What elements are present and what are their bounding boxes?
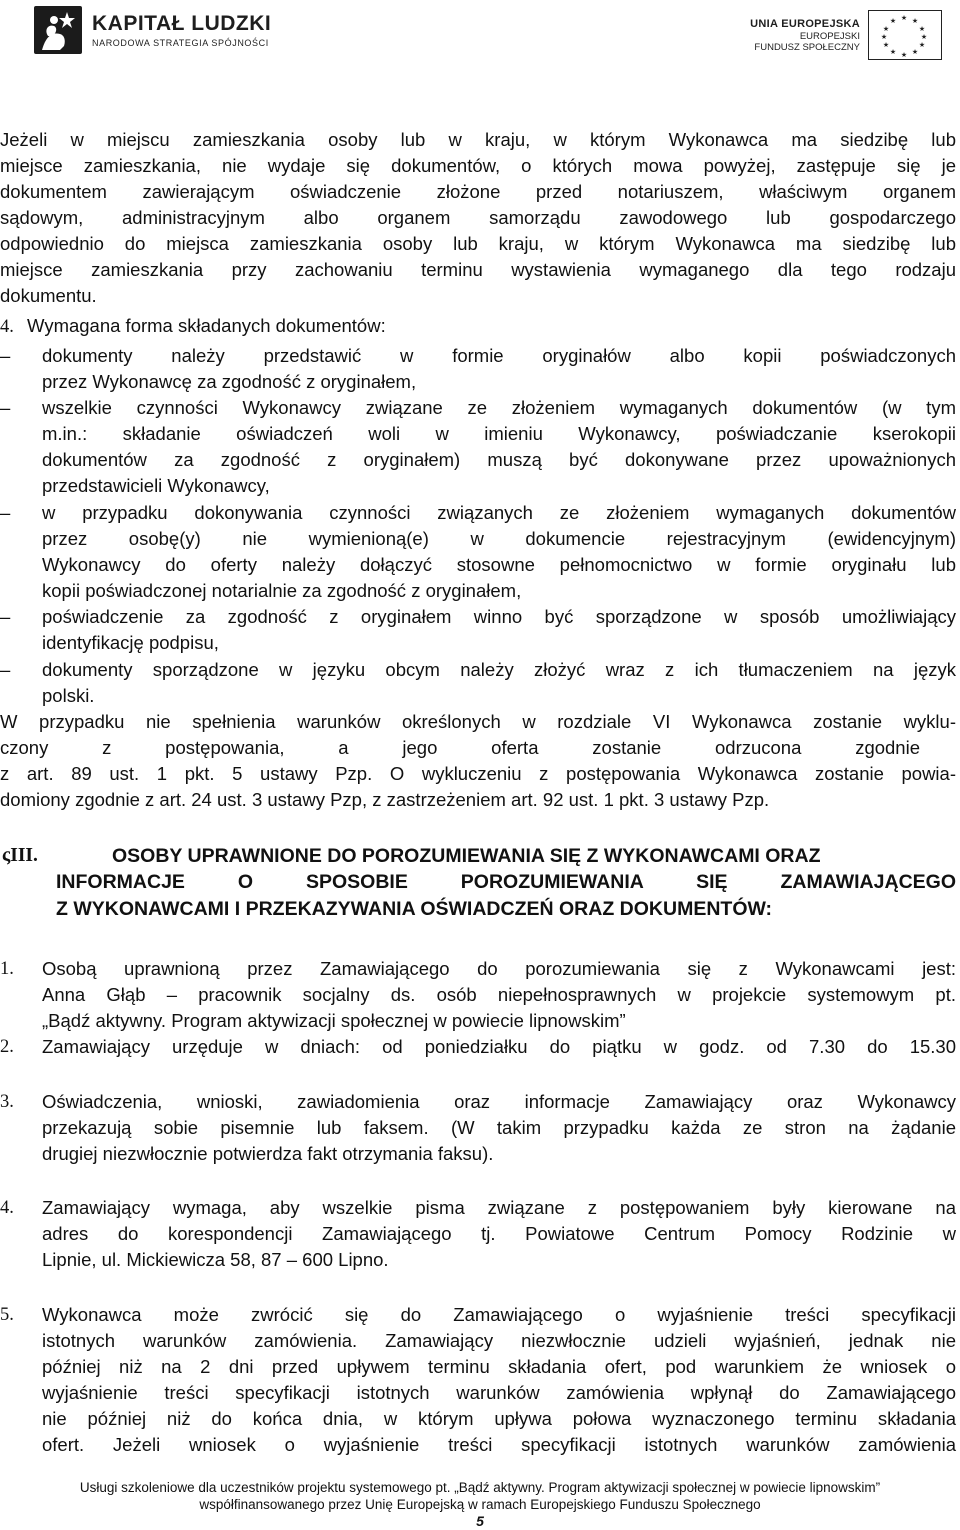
svg-text:★: ★	[882, 25, 890, 33]
numbered-item-line: Lipnie, ul. Mickiewicza 58, 87 – 600 Lipno.	[42, 1249, 389, 1270]
bullet-line: Wykonawcy do oferty należy dołączyć stosowne pełnomocnictwo w formie oryginału lub	[42, 554, 956, 575]
intro-line: Jeżeli w miejscu zamieszkania osoby lub w kraju, w którym Wykonawca ma siedzibę lub	[0, 129, 956, 150]
bullet-line: przez Wykonawcę za zgodność z oryginałem,	[42, 371, 417, 392]
numbered-item-line: Anna Głąb – pracownik socjalny ds. osób niepełnosprawnych w projekcie systemowym pt.	[42, 984, 956, 1005]
svg-text:★: ★	[918, 41, 926, 49]
bullet-line: kopii poświadczonej notarialnie za zgodność z oryginałem,	[42, 580, 522, 601]
bullet-dash: –	[0, 659, 11, 680]
bullet-dash: –	[0, 606, 11, 627]
bullet-line: przez osobę(y) nie wymienioną(e) w dokumencie rejestracyjnym (ewidencyjnym)	[42, 528, 956, 549]
numbered-item-line: Zamawiający wymaga, aby wszelkie pisma związane z postępowaniem były kierowane na	[42, 1197, 956, 1218]
exclusion-line: domiony zgodnie z art. 24 ust. 3 ustawy Pzp, z zastrzeżeniem art. 92 ust. 1 pkt. 3 ustawy Pzp.	[0, 789, 770, 810]
eu-logo-line1: UNIA EUROPEJSKA	[750, 17, 860, 30]
eu-flag-icon	[868, 10, 942, 60]
page-number: 5	[476, 1513, 484, 1529]
bullet-line: poświadczenie za zgodność z oryginałem winno być sporządzone w sposób umożliwiający	[42, 606, 956, 627]
numbered-item-line: „Bądź aktywny. Program aktywizacji społecznej w powiecie lipnowskim”	[42, 1010, 626, 1031]
svg-text:★: ★	[882, 41, 890, 49]
eu-logo	[750, 10, 942, 60]
numbered-item-line: wyjaśnienie treści specyfikacji istotnych warunków zamówienia wpłynął do Zamawiającego	[42, 1382, 956, 1403]
intro-line: miejsce zamieszkania, nie wydaje się dokumentów, o których mowa powyżej, zastępuje się je	[0, 155, 956, 176]
svg-text:★: ★	[911, 17, 919, 25]
bullet-line: wszelkie czynności Wykonawcy związane ze złożeniem wymaganych dokumentów (w tym	[42, 397, 956, 418]
svg-text:★: ★	[900, 14, 908, 22]
bullet-dash: –	[0, 502, 11, 523]
numbered-item-line: nie później niż do końca dnia, w którym upływa połowa wyznaczonego terminu składania	[42, 1408, 956, 1429]
intro-line: sądowym, administracyjnym albo organem samorządu zawodowego lub gospodarczego	[0, 207, 956, 228]
item4-heading-row	[0, 313, 956, 340]
eu-logo-line3: FUNDUSZ SPOŁECZNY	[754, 41, 860, 53]
numbered-item-line: Oświadczenia, wnioski, zawiadomienia oraz informacje Zamawiający oraz Wykonawcy	[42, 1091, 956, 1112]
svg-text:★: ★	[918, 25, 926, 33]
bullet-line: w przypadku dokonywania czynności związanych ze złożeniem wymaganych dokumentów	[42, 502, 956, 523]
exclusion-line: czony z postępowania, a jego oferta zostanie odrzucona zgodnie	[0, 737, 920, 758]
numbered-item-line: drugiej niezwłocznie potwierdza fakt otrzymania faksu).	[42, 1143, 494, 1164]
item4-heading: Wymagana forma składanych dokumentów:	[27, 315, 386, 336]
numbered-item-number: 3.	[0, 1092, 14, 1112]
footer-line1: Usługi szkoleniowe dla uczestników projektu systemowego pt. „Bądź aktywny. Program aktywizacji społecznej w powiecie lipnowskim”	[79, 1480, 881, 1495]
intro-line: dokumentu.	[0, 285, 97, 306]
bullet-line: dokumenty sporządzone w języku obcym należy złożyć wraz z ich tłumaczeniem na język	[42, 659, 956, 680]
svg-text:★: ★	[900, 51, 908, 58]
section-title-line: Z WYKONAWCAMI I PRZEKAZYWANIA OŚWIADCZEŃ ORAZ DOKUMENTÓW:	[56, 898, 773, 920]
numbered-item-line: istotnych warunków zamówienia. Zamawiający niezwłocznie udzieli wyjaśnień, jednak nie	[42, 1330, 956, 1351]
intro-line: odpowiednio do miejsca zamieszkania osoby lub kraju, w którym Wykonawca ma siedzibę lub	[0, 233, 956, 254]
page-header	[0, 0, 960, 66]
svg-text:★: ★	[920, 33, 928, 41]
numbered-item-line: Wykonawca może zwrócić się do Zamawiającego o wyjaśnienie treści specyfikacji	[42, 1304, 956, 1325]
section-mark: ςIII.	[2, 845, 38, 866]
numbered-item-number: 5.	[0, 1305, 14, 1325]
intro-line: dokumentem zawierającym oświadczenie złożone przed notariuszem, właściwym organem	[0, 181, 956, 202]
item4-number: 4.	[0, 317, 14, 337]
svg-text:★: ★	[880, 33, 888, 41]
svg-text:★: ★	[911, 48, 919, 56]
numbered-item-line: Osobą uprawnioną przez Zamawiającego do porozumiewania się z Wykonawcami jest:	[42, 958, 956, 979]
exclusion-line: z art. 89 ust. 1 pkt. 5 ustawy Pzp. O wykluczeniu z postępowania Wykonawca zostanie powia-	[0, 763, 956, 784]
svg-text:★: ★	[889, 17, 897, 25]
bullet-line: polski.	[42, 685, 95, 706]
eu-logo-line2: EUROPEJSKI	[799, 30, 860, 42]
bullet-line: dokumentów za zgodność z oryginałem) muszą być dokonywane przez upoważnionych	[42, 449, 956, 470]
intro-line: miejsce zamieszkania przy zachowaniu terminu wystawienia wymaganego dla tego rodzaju	[0, 259, 956, 280]
section-title-line: OSOBY UPRAWNIONE DO POROZUMIEWANIA SIĘ Z WYKONAWCAMI ORAZ	[112, 845, 821, 867]
numbered-item-line: Zamawiający urzęduje w dniach: od poniedziałku do piątku w godz. od 7.30 do 15.30	[42, 1036, 956, 1057]
exclusion-line: W przypadku nie spełnienia warunków określonych w rozdziale VI Wykonawca zostanie wyklu-	[0, 711, 956, 732]
footer-line2: współfinansowanego przez Unię Europejską w ramach Europejskiego Funduszu Społecznego	[199, 1497, 761, 1512]
svg-text:★: ★	[889, 48, 897, 56]
kapital-ludzki-subtitle: NARODOWA STRATEGIA SPÓJNOŚCI	[92, 37, 269, 48]
kapital-ludzki-logo	[34, 4, 271, 56]
numbered-item-number: 4.	[0, 1198, 14, 1218]
numbered-item-number: 1.	[0, 959, 14, 979]
numbered-item-number: 2.	[0, 1037, 14, 1057]
bullet-dash: –	[0, 397, 11, 418]
bullet-line: identyfikację podpisu,	[42, 632, 219, 653]
bullet-line: przedstawicieli Wykonawcy,	[42, 475, 270, 496]
bullet-dash: –	[0, 345, 11, 366]
bullet-line: m.in.: składanie oświadczeń woli w imieniu Wykonawcy, poświadczanie kserokopii	[42, 423, 956, 444]
numbered-item-line: przekazują sobie pisemnie lub faksem. (W takim przypadku każda ze stron na żądanie	[42, 1117, 956, 1138]
bullet-line: dokumenty należy przedstawić w formie oryginałów albo kopii poświadczonych	[42, 345, 956, 366]
numbered-item-line: ofert. Jeżeli wniosek o wyjaśnienie treści specyfikacji istotnych warunków zamówienia	[42, 1434, 956, 1455]
numbered-item-line: adres do korespondencji Zamawiającego tj. Powiatowe Centrum Pomocy Rodzinie w	[42, 1223, 956, 1244]
numbered-item-line: później niż na 2 dni przed upływem terminu składania ofert, pod warunkiem że wniosek o	[42, 1356, 956, 1377]
section-title-line: INFORMACJE O SPOSOBIE POROZUMIEWANIA SIĘ ZAMAWIAJĄCEGO	[56, 871, 956, 893]
kapital-ludzki-title: KAPITAŁ LUDZKI	[92, 11, 272, 35]
page-footer	[0, 1479, 960, 1530]
kapital-ludzki-emblem	[34, 6, 82, 54]
